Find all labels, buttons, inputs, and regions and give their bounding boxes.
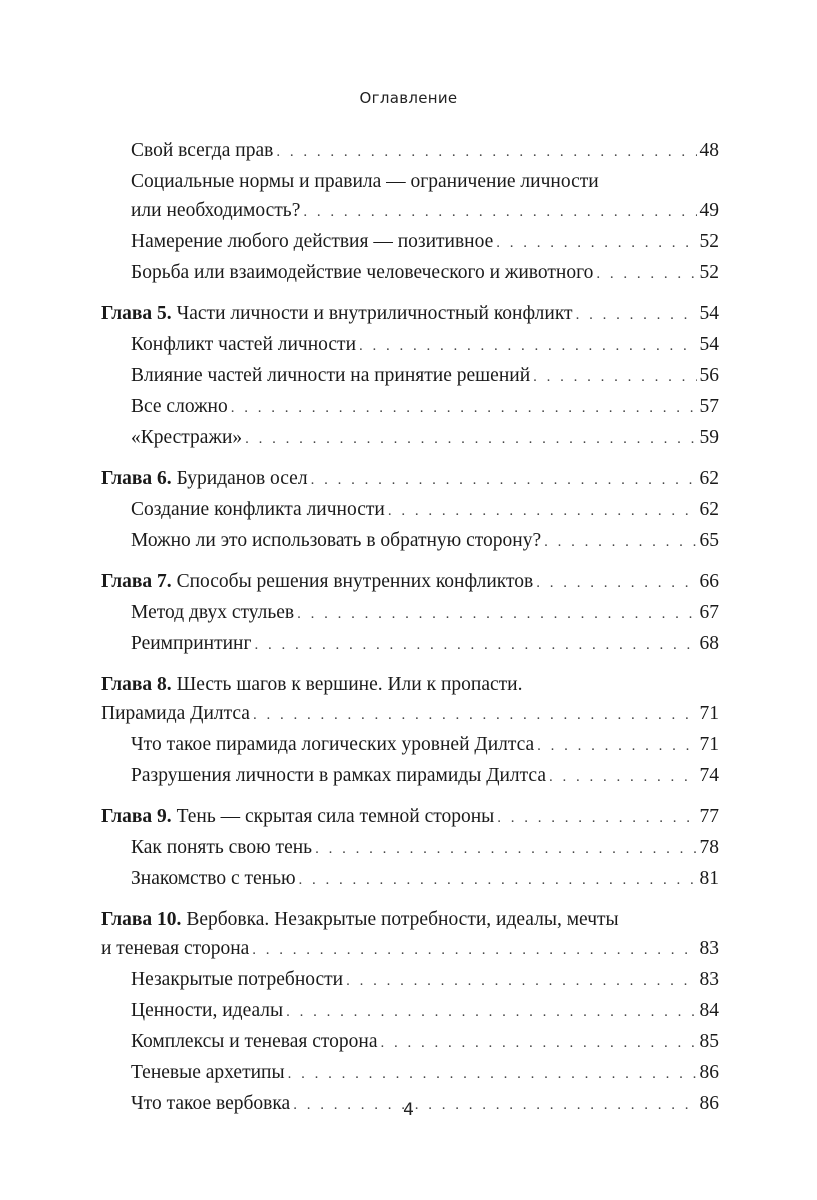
leader-dots (380, 1029, 696, 1058)
leader-dots (537, 732, 696, 761)
toc-entry-page: 83 (699, 938, 719, 959)
toc-entry[interactable] (101, 361, 719, 392)
toc-entry-page: 78 (699, 837, 719, 858)
toc-entry-title: Создание конфликта личности (131, 499, 385, 520)
toc-entry-title-line1: Вербовка. Незакрытые потребности, идеалы, мечты (181, 909, 619, 930)
leader-dots (288, 1060, 697, 1089)
toc-entry[interactable] (101, 196, 719, 227)
toc-entry-page: 52 (699, 231, 719, 252)
toc-entry-page: 85 (699, 1031, 719, 1052)
toc-entry-page: 71 (699, 703, 719, 724)
leader-dots (549, 763, 697, 792)
toc-entry-title: Буриданов осел (171, 468, 308, 489)
toc-entry[interactable] (101, 392, 719, 423)
toc-entry-page: 74 (699, 765, 719, 786)
toc-entry-page: 52 (699, 262, 719, 283)
toc-entry-title: «Крестражи» (131, 427, 243, 448)
leader-dots (346, 967, 696, 996)
toc-entry-page: 56 (699, 365, 719, 386)
toc-entry-page: 71 (699, 734, 719, 755)
leader-dots (496, 229, 696, 258)
chapter-number: Глава 8. (101, 674, 172, 695)
toc-entry[interactable] (101, 996, 719, 1027)
toc-entry-title: Способы решения внутренних конфликтов (171, 571, 534, 592)
toc-entry-title: Комплексы и теневая сторона (131, 1031, 378, 1052)
chapter-number: Глава 7. (101, 571, 172, 592)
toc-chapter-entry[interactable] (101, 699, 719, 730)
leader-dots (497, 804, 696, 833)
chapter-number: Глава 9. (101, 806, 172, 827)
toc-chapter-entry[interactable] (101, 464, 719, 495)
toc-entry-title: или необходимость? (131, 200, 301, 221)
leader-dots (286, 998, 696, 1027)
toc-entry[interactable] (101, 761, 719, 792)
leader-dots (533, 363, 696, 392)
leader-dots (245, 425, 696, 454)
toc-entry[interactable] (101, 833, 719, 864)
toc-entry[interactable] (101, 629, 719, 660)
toc-entry-page: 49 (699, 200, 719, 221)
leader-dots (544, 528, 696, 557)
chapter-number: Глава 10. (101, 909, 182, 930)
toc-entry[interactable] (101, 1058, 719, 1089)
table-of-contents (101, 136, 719, 1120)
toc-entry-title: Борьба или взаимодействие человеческого и животного (131, 262, 594, 283)
toc-entry[interactable] (101, 330, 719, 361)
toc-entry-title: Все сложно (131, 396, 228, 417)
leader-dots (315, 835, 696, 864)
toc-chapter-entry[interactable] (101, 934, 719, 965)
chapter-number: Глава 6. (101, 468, 172, 489)
toc-entry-page: 86 (699, 1062, 719, 1083)
toc-entry-page: 57 (699, 396, 719, 417)
toc-entry-title: Что такое пирамида логических уровней Дилтса (131, 734, 535, 755)
leader-dots (359, 332, 696, 361)
toc-entry-title: Пирамида Дилтса (101, 703, 250, 724)
toc-chapter-title-line1 (101, 905, 719, 934)
toc-entry-title-line1: Социальные нормы и правила — ограничение личности (131, 171, 599, 192)
toc-entry-page: 66 (699, 571, 719, 592)
toc-entry-page: 83 (699, 969, 719, 990)
leader-dots (388, 497, 697, 526)
toc-entry-title: Метод двух стульев (131, 602, 295, 623)
toc-entry-title: Как понять свою тень (131, 837, 313, 858)
leader-dots (253, 701, 697, 730)
running-header: Оглавление (359, 89, 458, 107)
toc-entry-page: 68 (699, 633, 719, 654)
toc-entry-page: 86 (699, 1093, 719, 1114)
toc-entry-title: Что такое вербовка (131, 1093, 291, 1114)
leader-dots (276, 138, 696, 167)
toc-entry[interactable] (101, 864, 719, 895)
toc-entry-page: 62 (699, 499, 719, 520)
toc-entry-page: 54 (699, 334, 719, 355)
toc-entry-page: 54 (699, 303, 719, 324)
toc-entry-title: Влияние частей личности на принятие решений (131, 365, 531, 386)
page-number: 4 (403, 1100, 414, 1120)
toc-entry[interactable] (101, 598, 719, 629)
toc-entry-page: 81 (699, 868, 719, 889)
toc-entry-title-line1: Шесть шагов к вершине. Или к пропасти. (171, 674, 523, 695)
toc-entry-title: Тень — скрытая сила темной стороны (171, 806, 495, 827)
toc-entry[interactable] (101, 495, 719, 526)
toc-entry-page: 48 (699, 140, 719, 161)
toc-entry-title: Можно ли это использовать в обратную сторону? (131, 530, 542, 551)
toc-chapter-entry[interactable] (101, 802, 719, 833)
toc-entry-title: Разрушения личности в рамках пирамиды Дилтса (131, 765, 546, 786)
toc-entry[interactable] (101, 227, 719, 258)
leader-dots (596, 260, 696, 289)
toc-entry[interactable] (101, 526, 719, 557)
toc-entry[interactable] (101, 136, 719, 167)
leader-dots (536, 569, 696, 598)
toc-entry-page: 62 (699, 468, 719, 489)
chapter-number: Глава 5. (101, 303, 172, 324)
toc-entry-title: Ценности, идеалы (131, 1000, 284, 1021)
leader-dots (303, 198, 696, 227)
leader-dots (576, 301, 697, 330)
toc-entry[interactable] (101, 1027, 719, 1058)
toc-entry-title: Конфликт частей личности (131, 334, 357, 355)
toc-chapter-entry[interactable] (101, 299, 719, 330)
leader-dots (231, 394, 697, 423)
toc-entry-title: Знакомство с тенью (131, 868, 296, 889)
toc-entry-title: и теневая сторона (101, 938, 250, 959)
toc-chapter-entry[interactable] (101, 567, 719, 598)
toc-entry-title: Части личности и внутриличностный конфликт (171, 303, 573, 324)
leader-dots (311, 466, 697, 495)
toc-entry-title: Теневые архетипы (131, 1062, 285, 1083)
toc-entry[interactable] (101, 423, 719, 454)
toc-entry[interactable] (101, 730, 719, 761)
toc-entry-title: Незакрытые потребности (131, 969, 344, 990)
toc-entry-page: 77 (699, 806, 719, 827)
toc-entry-title: Свой всегда прав (131, 140, 274, 161)
toc-entry-page: 67 (699, 602, 719, 623)
toc-chapter-title-line1 (101, 670, 719, 699)
toc-entry[interactable] (101, 965, 719, 996)
leader-dots (297, 600, 696, 629)
toc-entry-page: 59 (699, 427, 719, 448)
toc-entry-title: Реимпринтинг (131, 633, 252, 654)
leader-dots (254, 631, 696, 660)
leader-dots (252, 936, 696, 965)
toc-entry[interactable] (101, 258, 719, 289)
toc-entry-title: Намерение любого действия — позитивное (131, 231, 494, 252)
toc-entry-page: 65 (699, 530, 719, 551)
leader-dots (299, 866, 697, 895)
toc-entry-page: 84 (699, 1000, 719, 1021)
